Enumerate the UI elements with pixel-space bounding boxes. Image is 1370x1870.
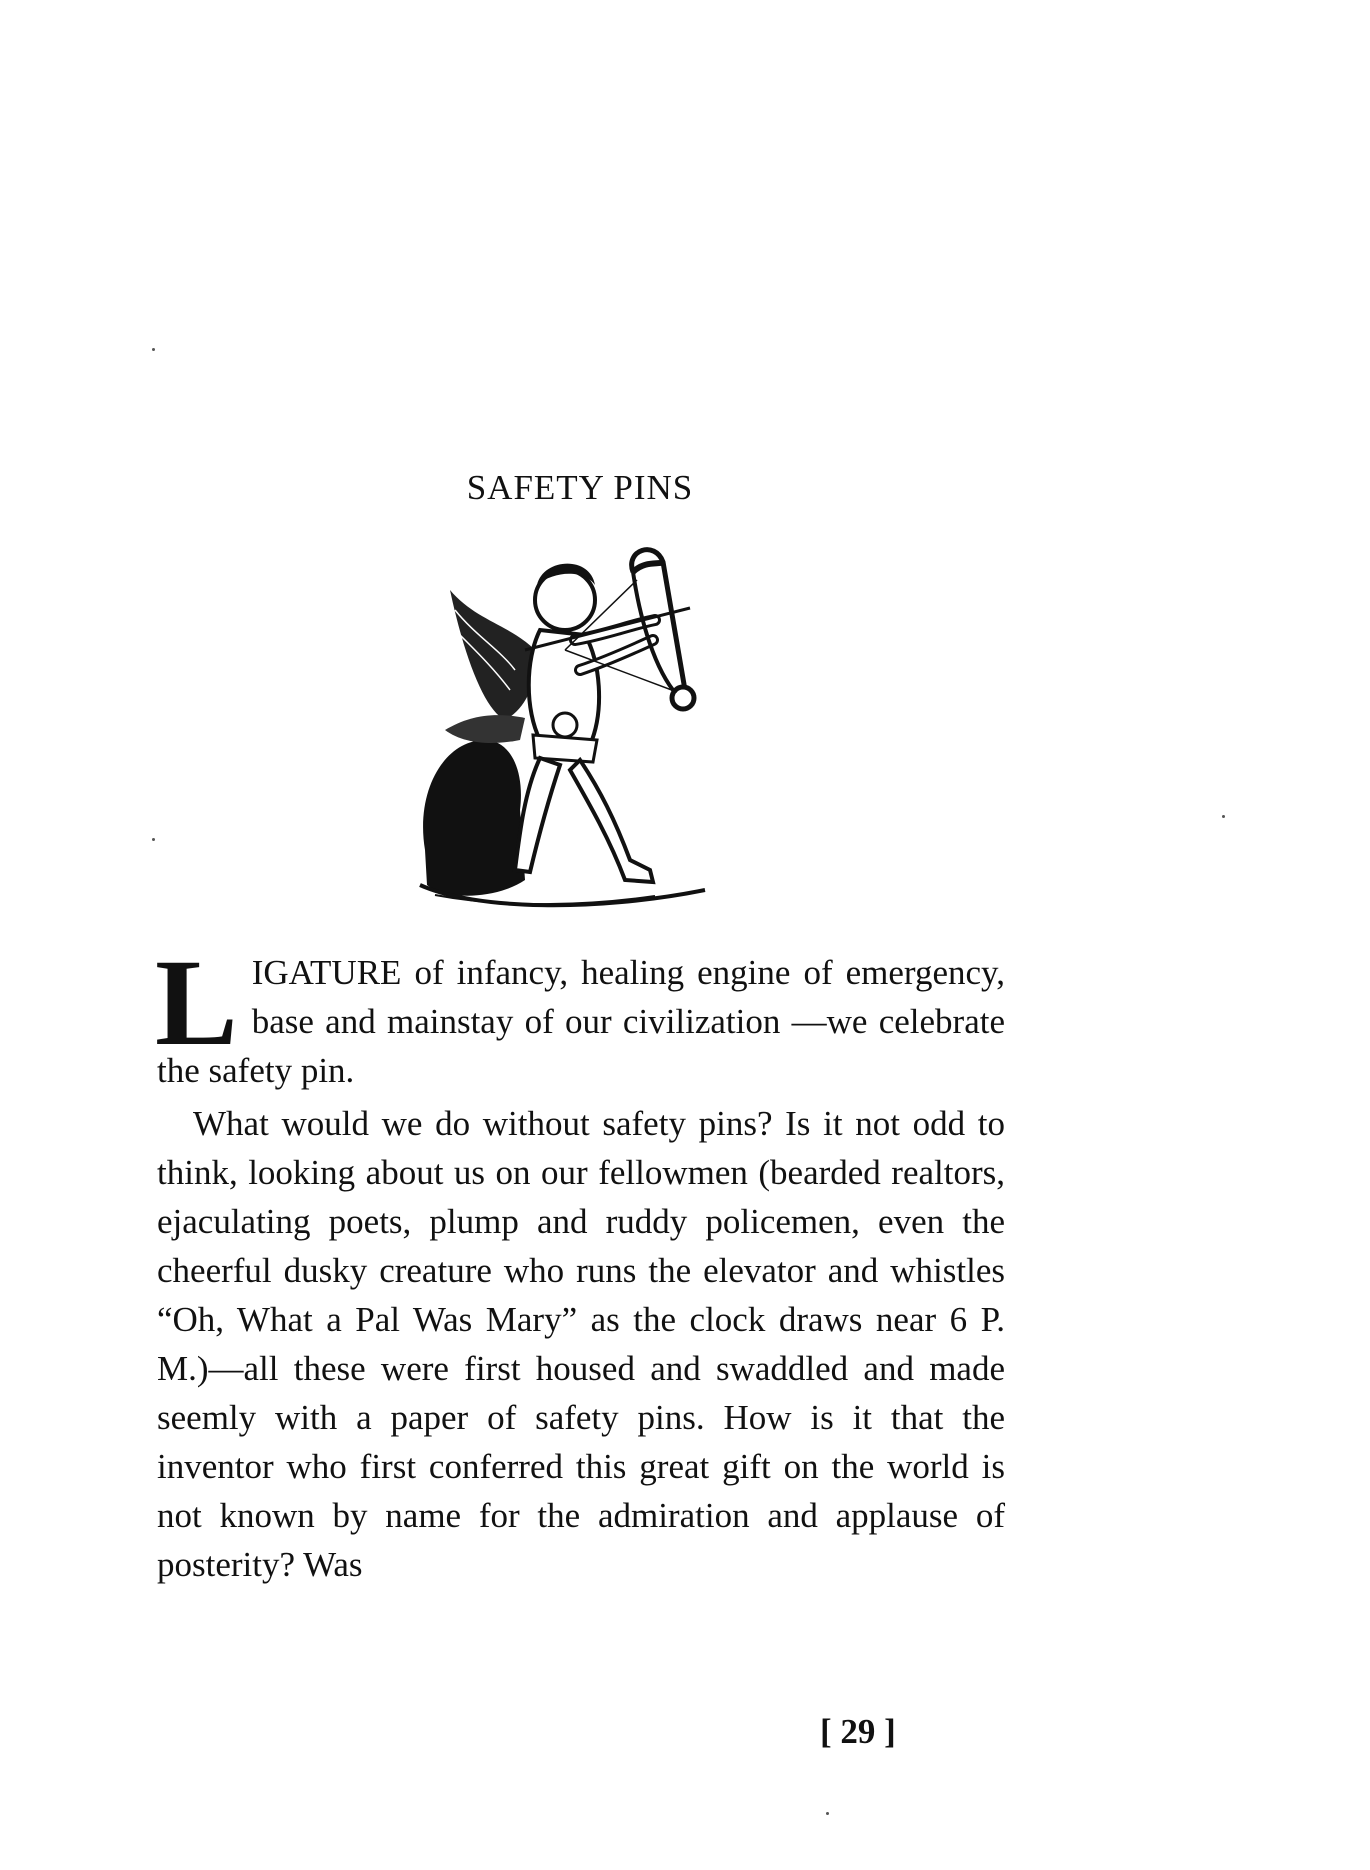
opening-paragraph bbox=[155, 934, 1005, 1095]
scan-speck bbox=[152, 348, 155, 351]
cupid-with-safety-pin-bow-icon bbox=[415, 540, 715, 920]
page-number: [ 29 ] bbox=[820, 1712, 896, 1751]
scan-speck bbox=[826, 1812, 829, 1815]
second-paragraph: What would we do without safety pins? Is it not odd to think, looking about us on our fellowmen (bearded realtors, ejaculating poets, plump and ruddy policemen, even the cheerful dusky creature who runs the elevator and whistles “Oh, What a Pal Was Mary” as the clock draws near 6 P. M.)—all these were first housed and swaddled and made seemly with a paper of safety pins. How is it that the inventor who first conferred this great gift on the world is not known by name for the admiration and applause of posterity? Was bbox=[157, 1104, 1005, 1584]
drop-cap: L bbox=[155, 934, 238, 1071]
scan-speck bbox=[152, 838, 155, 841]
scan-speck bbox=[1222, 815, 1225, 818]
body-text bbox=[155, 934, 1005, 1589]
opening-paragraph-text: of infancy, healing engine of emergency, base and mainstay of our civilization —we celebrate the safety pin. bbox=[157, 953, 1005, 1090]
opening-word: IGATURE bbox=[251, 953, 402, 992]
page-title: SAFETY PINS bbox=[466, 468, 694, 507]
